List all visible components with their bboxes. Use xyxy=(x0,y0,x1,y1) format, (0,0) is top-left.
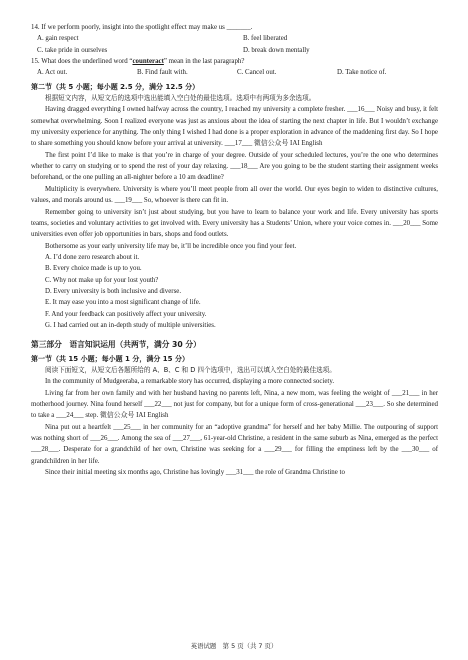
option-d: D. Take notice of. xyxy=(337,69,387,77)
passage-paragraph: Having dragged everything I owned halfway across the country, I reached my university a complete fresher. ___16___ Noisy and busy, it felt somewhat overwhelming. Soon I realized everyone was just as anxious about the idea of starting the next chapter in life. But I wouldn’t exchange my university experience for anything. The only thing I wished I had done is a proper exploration in advance of the maddening first day. So I hope to share something you should know before your arrival at university. ___17___ 微信公众号 IAI English xyxy=(31,106,438,148)
question-14 xyxy=(31,22,438,56)
passage-paragraph: In the community of Mudgeeraba, a remarkable story has occurred, displaying a more connected society. xyxy=(45,378,335,386)
stem-start: 15. What does the underlined word “ xyxy=(31,58,133,66)
section-heading: 第一节（共 15 小题；每小题 1 分，满分 15 分） xyxy=(31,354,189,363)
option-b: B. Find fault with. xyxy=(137,69,188,77)
part-heading: 第三部分 语言知识运用（共两节，满分 30 分） xyxy=(31,340,201,350)
option-d: D. break down mentally xyxy=(243,46,310,54)
passage-paragraph: Living far from her own family and with her husband having no parents left, Nina, a new mom, was feeling the weight of ___21___ in her motherhood journey. Nina found herself ___22___ not just for company, but for a unique form of cross-generational ___23___. So she determined to take a ___24___ step. 微信公众号 IAI English xyxy=(31,389,438,420)
passage-paragraph: Remember going to university isn’t just about studying, but you have to learn to balance your work and life. Every university has sports teams, societies and voluntary activities to get involved with. Every university has a Students’ Union, where your voice comes in. ___20___ Some universities even offer job opportunities in bars, shops and food outlets. xyxy=(31,208,438,239)
option-a: A. gain respect xyxy=(37,35,79,43)
passage-paragraph: Bothersome as your early university life may be, it’ll be incredible once you find your feet. xyxy=(45,242,297,250)
passage-paragraph: The first point I’d like to make is that you’re in charge of your degree. Outside of your scheduled lectures, you’re the one who determines whether to carry on studying or to spend the rest of your day relaxing. ___18___ Are you going to be the student starting their assignment weeks beforehand, or the one pulling an all-nighter before a 10 am deadline? xyxy=(31,151,438,182)
underlined-word: counteract xyxy=(132,58,164,66)
section-heading: 第二节（共 5 小题；每小题 2.5 分，满分 12.5 分） xyxy=(31,82,200,91)
option-row xyxy=(31,67,438,78)
option-item: G. I had carried out an in-depth study of multiple universities. xyxy=(45,321,216,329)
option-list xyxy=(31,252,438,331)
passage-paragraph: Nina put out a heartfelt ___25___ in her community for an “adoptive grandma” for herself and her baby Millie. The outpouring of support was nothing short of ___26___. Among the sea of ___27___, 61-year-old Christine, a resident in the same suburb as Nina, emerged as the perfect ___28___. Desperate for a grandchild of her own, Christine was seeking for a ___29___ for filling the emptiness left by the ___30___ of grandchildren in her life. xyxy=(31,423,438,465)
section-2 xyxy=(31,82,438,332)
option-item: F. And your feedback can positively affect your university. xyxy=(45,310,207,318)
question-stem xyxy=(31,56,438,67)
part-3 xyxy=(31,339,438,478)
option-item: D. Every university is both inclusive and diverse. xyxy=(45,287,182,295)
option-item: B. Every choice made is up to you. xyxy=(45,265,142,273)
passage-paragraph: Multiplicity is everywhere. University is where you’ll meet people from all over the world. Our eyes begin to widen to distinctive cultures, values, and morals around us. ___19___ So, whoever is there can fit in. xyxy=(31,185,438,205)
section-instruction: 阅读下面短文，从短文后各题所给的 A、B、C 和 D 四个选项中，选出可以填入空白处的最佳选项。 xyxy=(45,365,336,374)
option-item: C. Why not make up for your lost youth? xyxy=(45,276,159,284)
option-item: E. It may ease you into a most significant change of life. xyxy=(45,299,201,307)
option-b: B. feel liberated xyxy=(243,35,288,43)
question-stem: 14. If we perform poorly, insight into the spotlight effect may make us _______. xyxy=(31,24,253,31)
stem-end: ” mean in the last paragraph? xyxy=(163,58,245,66)
option-c: C. take pride in ourselves xyxy=(37,46,108,54)
page-footer: 英语试题 第 5 页（共 7 页） xyxy=(190,642,278,650)
option-c: C. Cancel out. xyxy=(237,69,277,77)
option-a: A. Act out. xyxy=(37,69,68,77)
option-grid xyxy=(31,33,438,56)
question-15 xyxy=(31,56,438,79)
option-item: A. I’d done zero research about it. xyxy=(45,253,140,261)
passage-paragraph: Since their initial meeting six months ago, Christine has lovingly ___31___ the role of Grandma Christine to xyxy=(45,469,345,477)
section-instruction: 根据短文内容，从短文后的选项中选出能填入空白处的最佳选项。选项中有两项为多余选项。 xyxy=(45,94,316,103)
